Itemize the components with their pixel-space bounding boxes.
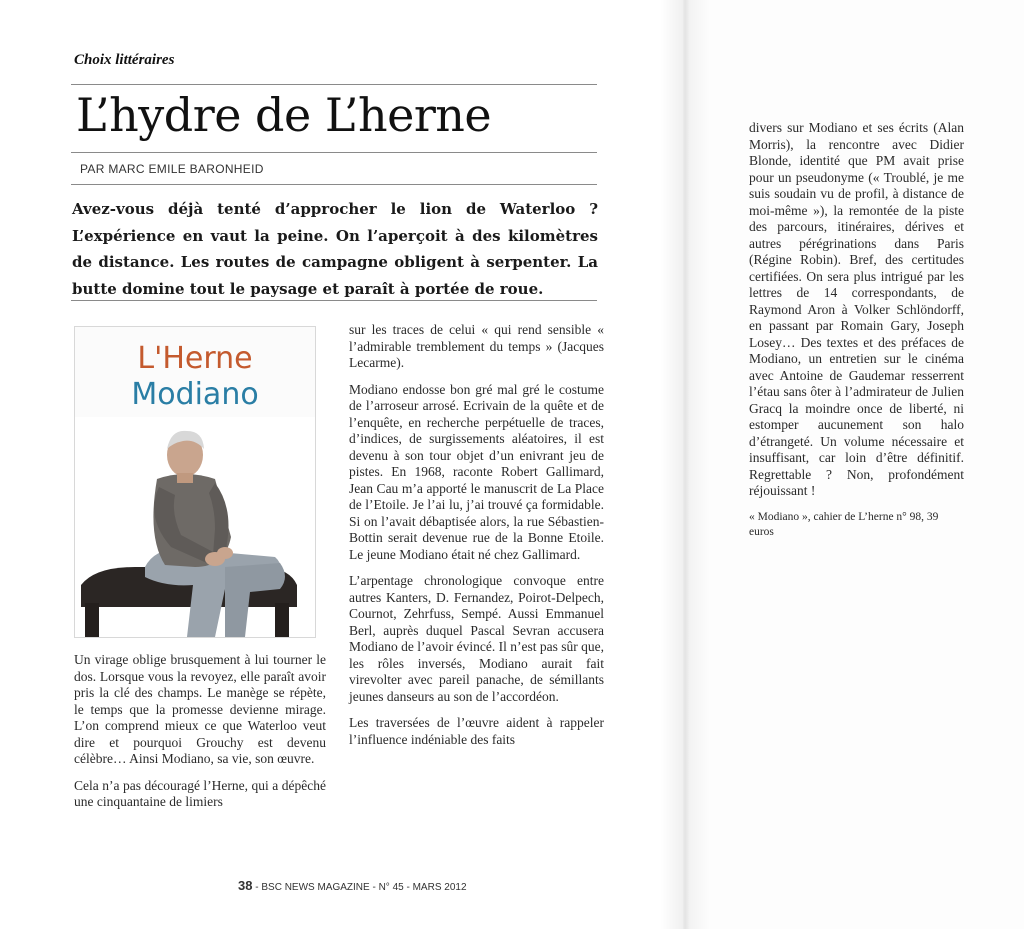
footer-text: - BSC NEWS MAGAZINE - N° 45 - MARS 2012 (252, 882, 467, 893)
col3-paragraph: divers sur Modiano et ses écrits (Alan Morris), la rencontre avec Didier Blonde, identité que PM avait prise pour un pseudonyme (« Troublé, je me suis soudain vu de profil, à distance de moi-même »), la remontée de la piste des parcours, itinéraires, dérives et autres pérégrinations dans Paris (Régine Robin). Bref, des certitudes certifiées. On sera plus intrigué par les lettres de 14 correspondants, de Raymond Aron à Volker Schlöndorff, en passant par Romain Gary, Joseph Losey… Des textes et des préfaces de Modiano, un entretien sur le cinéma avec Antoine de Gaudemar resserrent l’étau sans ôter à l’admirateur de Julien Gracq la moindre once de liberté, ni estomper aucunement son halo d’étrangeté. Un volume nécessaire et insuffisant, car loin d’être définitif. Regrettable ? Non, profondément réjouissant ! (749, 120, 964, 498)
page-number: 38 (238, 878, 253, 893)
title-top-rule (71, 84, 597, 85)
title-bottom-rule (71, 152, 597, 153)
book-reference-note: « Modiano », cahier de L’herne n° 98, 39 euros (749, 510, 939, 538)
lead-paragraph: Avez-vous déjà tenté d’approcher le lion de Waterloo ? L’expérience en vaut la peine. On l’aperçoit à des kilomètres de distance. Les routes de campagne obligent à serpenter. La butte domine tout le paysage et paraît à portée de roue. (72, 200, 598, 298)
cover-title-publisher: L'Herne (137, 341, 253, 376)
cover-title-author: Modiano (131, 377, 259, 412)
col2-paragraph: sur les traces de celui « qui rend sensible « l’admirable tremblement du temps » (Jacques Lecarme). (349, 322, 604, 370)
section-label: Choix littéraires (74, 52, 175, 68)
byline: PAR MARC EMILE BARONHEID (80, 162, 264, 176)
column-2 (349, 322, 604, 758)
article-title: L’hydre de L’herne (76, 88, 492, 142)
lead-rule (71, 300, 597, 301)
column-3 (749, 120, 964, 550)
col2-paragraph: L’arpentage chronologique convoque entre autres Kanters, D. Fernandez, Poirot-Delpech, Cournot, Zehrfuss, Sempé. Aussi Emmanuel Berl, auprès duquel Pascal Sevran accusera Modiano de l’avoir évincé. Il n’est pas sûr que, les rôles inversés, Modiano aurait fait virevolter avec pareil panache, de sémillants jeunes danseurs au son de l’accordéon. (349, 573, 604, 704)
col2-paragraph: Les traversées de l’œuvre aident à rappeler l’influence indéniable des faits (349, 715, 604, 747)
page-gutter-shadow (660, 0, 710, 929)
byline-rule (71, 184, 597, 185)
col2-paragraph: Modiano endosse bon gré mal gré le costume de l’arroseur arrosé. Ecrivain de la quête et de l’enquête, en recherche perpétuelle de traces, d’indices, de surgissements aléatoires, il est devenu à son tour objet d’un enivrant jeu de pistes. En 1968, raconte Robert Gallimard, Jean Cau m’a apporté le manuscrit de La Place de l’Etoile. Je l’ai lu, j’ai trouvé ça formidable. Si on l’avait débaptisée alors, la rue Sébastien-Bottin serait devenue rue de la Bonne Etoile. Le jeune Modiano était né chez Gallimard. (349, 381, 604, 562)
col1-paragraph: Cela n’a pas découragé l’Herne, qui a dépêché une cinquantaine de limiers (74, 777, 326, 809)
column-1 (74, 652, 326, 821)
col1-paragraph: Un virage oblige brusquement à lui tourner le dos. Lorsque vous la revoyez, elle paraît avoir pris la clé des champs. Le manège se répète, le temps que la promesse devienne mirage. L’on comprend mieux ce que Waterloo veut dire et pourquoi Grouchy est devenu célèbre… Ainsi Modiano, sa vie, son œuvre. (74, 652, 326, 766)
author-photo (75, 417, 315, 637)
book-cover (74, 326, 316, 638)
page-footer (238, 878, 467, 893)
